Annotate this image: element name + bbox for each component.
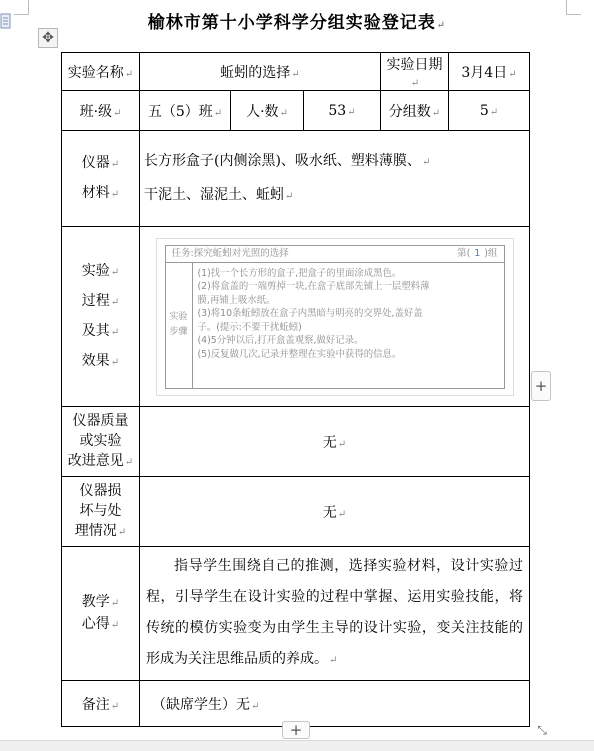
step-line: (2)将盒盖的一端剪掉一块,在盒子底部先铺上一层塑料薄	[197, 281, 430, 293]
step-line: (4)5分钟以后,打开盒盖观察,做好记录。	[197, 335, 364, 347]
step-line: 膜,再铺上吸水纸。	[197, 294, 276, 306]
task-steps-list	[198, 267, 500, 362]
task-steps-label: 实验 步骤	[166, 263, 193, 388]
task-title: 任务:探究蚯蚓对光照的选择	[171, 247, 289, 259]
paragraph-mark: ↵	[436, 20, 447, 31]
resize-icon: ⤡	[537, 722, 547, 737]
row-remarks	[62, 681, 530, 727]
step-line: (1)找一个长方形的盒子,把盒子的里面涂成黑色。	[197, 267, 402, 279]
experiment-name-label: 实验名称↵	[62, 53, 140, 91]
page-title	[0, 8, 594, 33]
reflection-label: 教学↵ 心得↵	[62, 547, 140, 681]
move-icon: ✥	[42, 30, 54, 46]
group-number: 第( 1 )组	[457, 247, 498, 259]
remarks-value[interactable]: （缺席学生）无↵	[140, 681, 530, 727]
class-value[interactable]: 五（5）班↵	[140, 91, 231, 131]
step-line: (3)将10条蚯蚓放在盒子内黑暗与明亮的交界处,盖好盖	[197, 308, 423, 320]
add-row-button[interactable]	[282, 721, 310, 739]
row-damage	[62, 477, 530, 547]
experiment-date-value[interactable]: 3月4日↵	[449, 53, 530, 91]
table-resize-handle[interactable]	[534, 722, 550, 738]
procedure-value[interactable]	[140, 227, 530, 407]
add-column-button[interactable]	[531, 371, 551, 401]
page-title-text: 榆林市第十小学科学分组实验登记表	[147, 13, 436, 33]
step-line: 子。(提示:不要干扰蚯蚓)	[197, 321, 302, 333]
damage-label: 仪器损 坏与处 理情况↵	[62, 477, 140, 547]
plus-icon: +	[534, 377, 548, 395]
step-line: (5)反复做几次,记录并整理在实验中获得的信息。	[197, 349, 402, 361]
equipment-value[interactable]: 长方形盒子(内侧涂黑)、吸水纸、塑料薄膜、↵ 干泥土、湿泥土、蚯蚓↵	[140, 131, 530, 227]
row-class-info	[62, 91, 530, 131]
people-label: 人·数↵	[231, 91, 304, 131]
row-quality	[62, 407, 530, 477]
damage-value[interactable]: 无↵	[140, 477, 530, 547]
quality-value[interactable]: 无↵	[140, 407, 530, 477]
status-bar	[0, 740, 594, 751]
registration-table	[61, 52, 530, 727]
people-value[interactable]: 53↵	[304, 91, 381, 131]
row-experiment-name	[62, 53, 530, 91]
reflection-value[interactable]: 指导学生围绕自己的推测，选择实验材料，设计实验过程，引导学生在设计实验的过程中掌握、运用实验技能，将传统的模仿实验变为由学生主导的设计实验，变关注技能的形成为关注思维品质的养成。↵	[140, 547, 530, 681]
class-label: 班·级↵	[62, 91, 140, 131]
task-card-image[interactable]	[156, 238, 514, 396]
experiment-date-label: 实验日期↵	[381, 53, 449, 91]
row-reflection	[62, 547, 530, 681]
row-procedure	[62, 227, 530, 407]
groups-value[interactable]: 5↵	[449, 91, 530, 131]
equipment-label: 仪器↵ 材料↵	[62, 131, 140, 227]
groups-label: 分组数↵	[381, 91, 449, 131]
procedure-label: 实验↵ 过程↵ 及其↵ 效果↵	[62, 227, 140, 407]
plus-icon: +	[289, 721, 303, 739]
task-card-header	[166, 246, 504, 263]
experiment-name-value[interactable]: 蚯蚓的选择↵	[140, 53, 381, 91]
remarks-label: 备注↵	[62, 681, 140, 727]
quality-label: 仪器质量 或实验 改进意见↵	[62, 407, 140, 477]
row-equipment	[62, 131, 530, 227]
task-card-frame	[165, 245, 505, 389]
